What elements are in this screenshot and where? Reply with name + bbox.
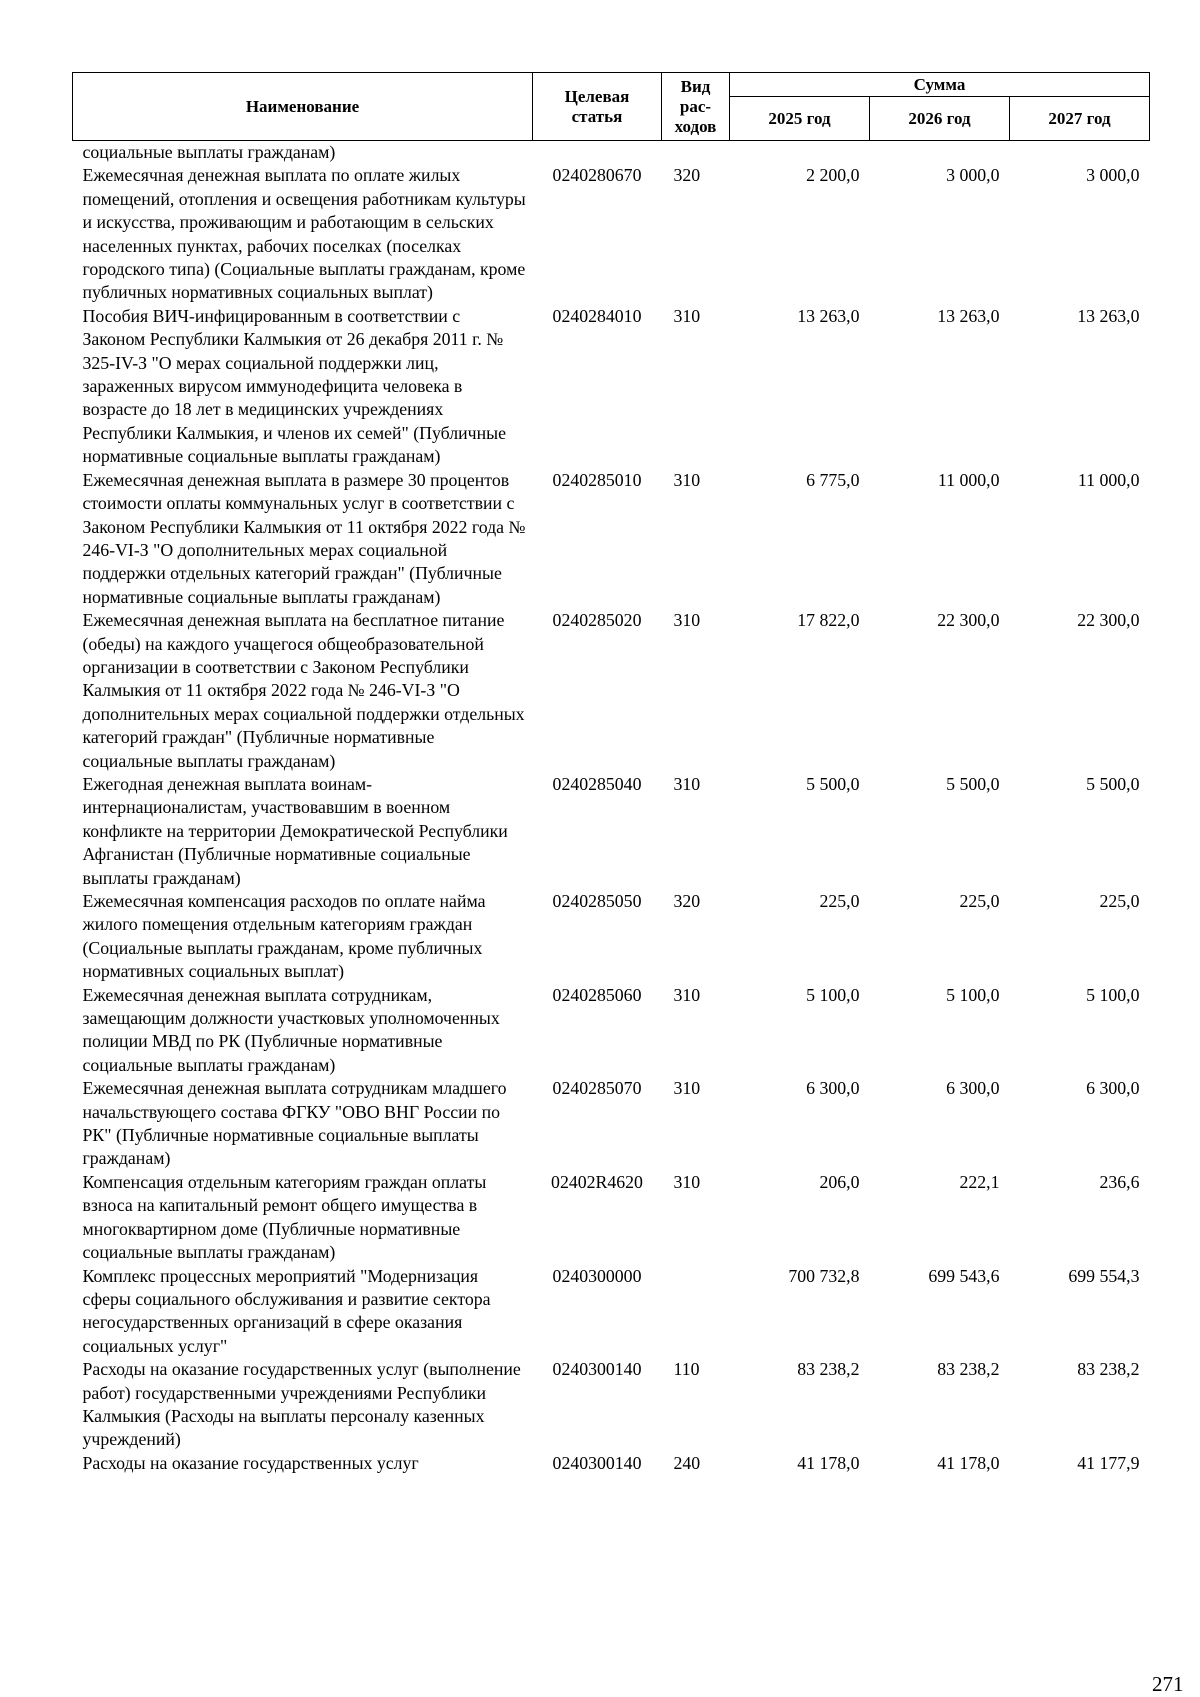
row-sum-2026: 3 000,0 [946, 165, 1000, 186]
row-name: социальные выплаты гражданам) [82, 142, 336, 162]
row-target-code: 0240285040 [552, 773, 642, 794]
row-target-code [533, 141, 662, 165]
row-name: Комплекс процессных мероприятий "Модернизация сферы социального обслуживания и развитие сектора негосударственных организаций в сфере оказания социальных услуг" [82, 1265, 491, 1356]
row-name: Ежегодная денежная выплата воинам-интернационалистам, участвовавшим в военном конфликте на территории Демократической Республики Афганистан (Публичные нормативные социальные выплаты гражданам) [82, 773, 508, 888]
table-row [73, 469, 1150, 609]
row-sum-2025: 13 263,0 [797, 305, 860, 326]
row-target-code: 0240285020 [552, 610, 642, 631]
table-header [73, 73, 1150, 141]
row-sum-2027: 22 300,0 [1077, 610, 1140, 631]
row-sum-2025 [730, 141, 870, 165]
row-sum-2026: 11 000,0 [937, 469, 1000, 490]
row-name: Ежемесячная компенсация расходов по оплате найма жилого помещения отдельным категориям граждан (Социальные выплаты гражданам, кроме публичных нормативных социальных выплат) [82, 891, 486, 982]
row-expense-type: 310 [673, 305, 701, 326]
table-row [73, 1358, 1150, 1452]
header-vid: Вид рас- ходов [662, 73, 730, 141]
row-sum-2027: 699 554,3 [1068, 1265, 1140, 1286]
header-year-2026: 2026 год [870, 97, 1010, 141]
table-row [73, 164, 1150, 304]
row-target-code: 0240285050 [552, 891, 642, 911]
row-sum-2025: 700 732,8 [788, 1265, 860, 1286]
row-sum-2026: 5 100,0 [946, 984, 1000, 1005]
row-sum-2027: 3 000,0 [1086, 165, 1140, 186]
row-sum-2027: 5 100,0 [1086, 984, 1140, 1005]
row-expense-type: 310 [673, 1171, 701, 1192]
table-row [73, 1077, 1150, 1171]
row-sum-2025: 5 100,0 [806, 984, 860, 1005]
row-expense-type [662, 141, 730, 165]
row-sum-2025: 41 178,0 [797, 1452, 860, 1473]
row-sum-2027: 225,0 [1099, 891, 1140, 911]
table-row [73, 984, 1150, 1078]
row-target-code: 0240285070 [552, 1078, 642, 1099]
row-sum-2026: 13 263,0 [937, 305, 1000, 326]
row-expense-type: 320 [673, 891, 701, 911]
budget-table [72, 72, 1150, 1475]
row-sum-2025: 225,0 [819, 891, 860, 911]
row-expense-type: 310 [673, 984, 701, 1005]
row-expense-type: 110 [673, 1359, 700, 1380]
row-target-code: 0240300140 [552, 1452, 642, 1473]
row-target-code: 0240285010 [552, 469, 642, 490]
table-row [73, 1265, 1150, 1359]
row-sum-2027: 5 500,0 [1086, 773, 1140, 794]
page-number: 271 [1152, 1672, 1184, 1696]
row-sum-2025: 2 200,0 [806, 165, 860, 186]
row-target-code: 02402R4620 [551, 1171, 643, 1192]
table-row [73, 609, 1150, 773]
row-sum-2026: 699 543,6 [928, 1265, 1000, 1286]
row-sum-2025: 5 500,0 [806, 773, 860, 794]
row-sum-2027: 41 177,9 [1077, 1452, 1140, 1473]
row-sum-2027 [1010, 141, 1150, 165]
row-name: Ежемесячная денежная выплата по оплате жилых помещений, отопления и освещения работникам культуры и искусства, проживающим и работающим в сельских населенных пунктах, рабочих поселках (поселках городского типа) (Социальные выплаты гражданам, кроме публичных нормативных социальных выплат) [82, 165, 526, 303]
table-row [73, 1171, 1150, 1265]
row-name: Расходы на оказание государственных услуг [82, 1452, 419, 1473]
header-name: Наименование [73, 73, 533, 141]
row-sum-2026: 41 178,0 [937, 1452, 1000, 1473]
row-sum-2027: 13 263,0 [1077, 305, 1140, 326]
row-name: Пособия ВИЧ-инфицированным в соответствии с Законом Республики Калмыкия от 26 декабря 2011 г. № 325-IV-З "О мерах социальной поддержки лиц, зараженных вирусом иммунодефицита человека в возрасте до 18 лет в медицинских учреждениях Республики Калмыкия, и членов их семей" (Публичные нормативные социальные выплаты гражданам) [82, 305, 506, 467]
row-name: Расходы на оказание государственных услуг (выполнение работ) государственными учреждениями Республики Калмыкия (Расходы на выплаты персоналу казенных учреждений) [82, 1359, 521, 1450]
row-expense-type: 310 [673, 1078, 701, 1099]
row-sum-2027: 11 000,0 [1077, 469, 1140, 490]
row-target-code: 0240284010 [552, 305, 642, 326]
row-sum-2025: 83 238,2 [797, 1359, 860, 1380]
row-expense-type: 320 [673, 165, 701, 186]
row-sum-2027: 236,6 [1099, 1171, 1140, 1192]
table-row [73, 1452, 1150, 1475]
row-target-code: 0240300000 [552, 1265, 642, 1286]
row-sum-2026: 6 300,0 [946, 1078, 1000, 1099]
row-expense-type: 240 [673, 1452, 701, 1473]
row-name: Ежемесячная денежная выплата сотрудникам, замещающим должности участковых уполномоченных полиции МВД по РК (Публичные нормативные социальные выплаты гражданам) [82, 984, 500, 1075]
row-sum-2026: 225,0 [959, 891, 1000, 911]
row-sum-2027: 6 300,0 [1086, 1078, 1140, 1099]
row-expense-type: 310 [673, 773, 701, 794]
row-name: Ежемесячная денежная выплата на бесплатное питание (обеды) на каждого учащегося общеобразовательной организации в соответствии с Законом Республики Калмыкия от 11 октября 2022 года № 246-VI-З "О дополнительных мерах социальной поддержки отдельных категорий граждан" (Публичные нормативные социальные выплаты гражданам) [82, 610, 525, 771]
row-sum-2025: 6 775,0 [806, 469, 860, 490]
row-sum-2026: 5 500,0 [946, 773, 1000, 794]
row-target-code: 0240285060 [552, 984, 642, 1005]
row-sum-2026 [870, 141, 1010, 165]
header-sum: Сумма [730, 73, 1150, 97]
row-name: Ежемесячная денежная выплата сотрудникам младшего начальствующего состава ФГКУ "ОВО ВНГ России по РК" (Публичные нормативные социальные выплаты гражданам) [82, 1078, 507, 1169]
row-target-code: 0240280670 [552, 165, 642, 186]
header-code: Целевая статья [533, 73, 662, 141]
row-expense-type [662, 1265, 730, 1359]
row-expense-type: 310 [673, 469, 701, 490]
table-row [73, 305, 1150, 469]
row-sum-2025: 17 822,0 [797, 610, 860, 631]
table-body [73, 141, 1150, 1476]
row-sum-2025: 206,0 [819, 1171, 860, 1192]
table-row [73, 141, 1150, 165]
table-row [73, 773, 1150, 890]
table-row [73, 890, 1150, 984]
row-sum-2027: 83 238,2 [1077, 1359, 1140, 1380]
row-sum-2026: 22 300,0 [937, 610, 1000, 631]
row-sum-2026: 222,1 [959, 1171, 1000, 1192]
row-sum-2025: 6 300,0 [806, 1078, 860, 1099]
header-year-2025: 2025 год [730, 97, 870, 141]
row-sum-2026: 83 238,2 [937, 1359, 1000, 1380]
row-name: Ежемесячная денежная выплата в размере 30 процентов стоимости оплаты коммунальных услуг в соответствии с Законом Республики Калмыкия от 11 октября 2022 года № 246-VI-З "О дополнительных мерах социальной поддержки отдельных категорий граждан" (Публичные нормативные социальные выплаты гражданам) [82, 469, 526, 607]
header-year-2027: 2027 год [1010, 97, 1150, 141]
row-name: Компенсация отдельным категориям граждан оплаты взноса на капитальный ремонт общего имущества в многоквартирном доме (Публичные нормативные социальные выплаты гражданам) [82, 1171, 487, 1263]
row-target-code: 0240300140 [552, 1359, 642, 1380]
budget-table-page [72, 72, 1184, 1696]
row-expense-type: 310 [673, 610, 701, 631]
